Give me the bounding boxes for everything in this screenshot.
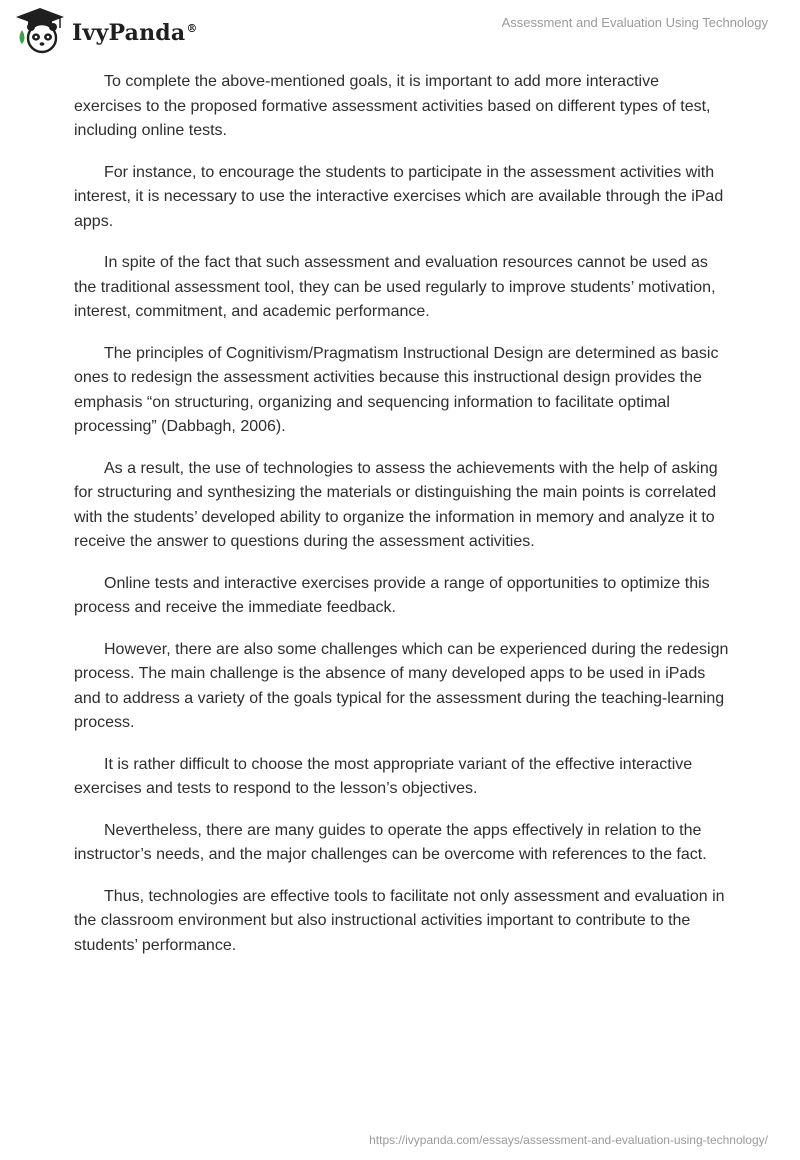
paragraph: As a result, the use of technologies to assess the achievements with the help of asking for structuring and synthesizing the materials or distinguishing the main points is correlated with the students’ developed ability to organize the information in memory and analyze it to receive the answer to questions during the assessment activities. [74, 459, 718, 550]
essay-body [74, 70, 730, 975]
paragraph: The principles of Cognitivism/Pragmatism Instructional Design are determined as basic ones to redesign the assessment activities because this instructional design provides the emphasis “on structuring, organizing and sequencing information to facilitate optimal processing” (Dabbagh, 2006). [74, 344, 719, 435]
panda-graduate-icon [14, 6, 66, 54]
source-url-link[interactable]: https://ivypanda.com/essays/assessment-and-evaluation-using-technology/ [369, 1133, 768, 1147]
paragraph: For instance, to encourage the students to participate in the assessment activities with interest, it is necessary to use the interactive exercises which are available through the iPad apps. [74, 163, 724, 230]
document-title: Assessment and Evaluation Using Technology [501, 15, 768, 30]
page-header [0, 0, 800, 62]
paragraph: Thus, technologies are effective tools to facilitate not only assessment and evaluation in the classroom environment but also instructional activities important to contribute to the students’ performance. [74, 887, 725, 954]
brand-name: IvyPanda® [72, 20, 198, 46]
paragraph: In spite of the fact that such assessment and evaluation resources cannot be used as the traditional assessment tool, they can be used regularly to improve students’ motivation, interest, commitment, and academic performance. [74, 254, 716, 320]
paragraph: Nevertheless, there are many guides to operate the apps effectively in relation to the instructor’s needs, and the major challenges can be overcome with references to the fact. [74, 821, 707, 863]
paragraph: However, there are also some challenges which can be experienced during the redesign process. The main challenge is the absence of many developed apps to be used in iPads and to address a variety of the goals typical for the assessment during the teaching-learning process. [74, 640, 729, 731]
paragraph: To complete the above-mentioned goals, it is important to add more interactive exercises to the proposed formative assessment activities based on different types of test, including online tests. [74, 73, 711, 139]
ivypanda-logo[interactable] [14, 6, 198, 54]
paragraph: It is rather difficult to choose the most appropriate variant of the effective interactive exercises and tests to respond to the lesson’s objectives. [74, 755, 693, 797]
paragraph: Online tests and interactive exercises provide a range of opportunities to optimize this process and receive the immediate feedback. [74, 574, 710, 616]
registered-mark: ® [186, 21, 198, 35]
